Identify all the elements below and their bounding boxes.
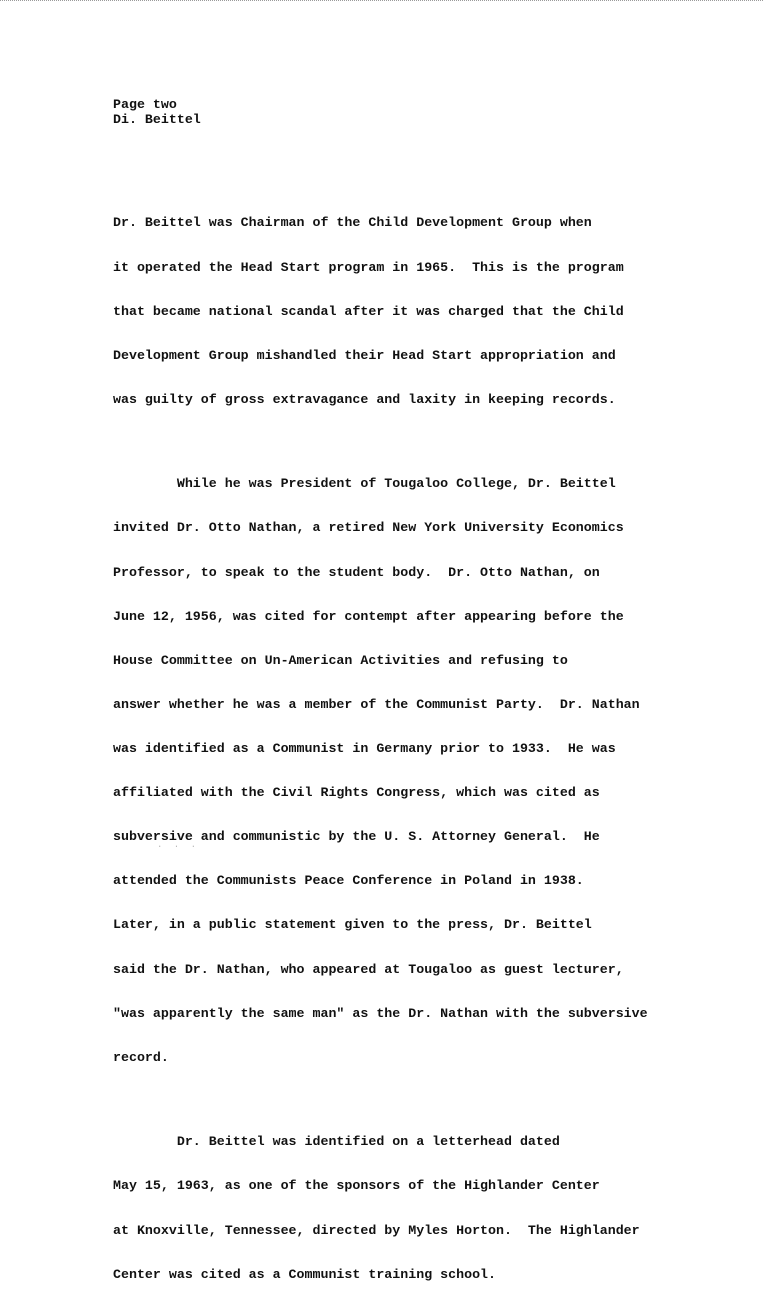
text-line: that became national scandal after it was charged that the Child [113,303,624,319]
page-top-edge [0,0,763,1]
text-line: invited Dr. Otto Nathan, a retired New York University Economics [113,520,624,536]
text-line: was guilty of gross extravagance and laxity in keeping records. [113,391,616,407]
letter-page [113,97,733,1312]
text-line: Center was cited as a Communist training school. [113,1266,497,1282]
paragraph-otto-nathan [113,448,733,1095]
text-line: June 12, 1956, was cited for contempt after appearing before the [113,608,624,624]
scan-noise-specks: · · · [157,842,200,852]
text-line: While he was President of Tougaloo College, Dr. Beittel [113,476,616,492]
text-line: answer whether he was a member of the Communist Party. Dr. Nathan [113,696,640,712]
text-line: Later, in a public statement given to the press, Dr. Beittel [113,917,592,933]
subject-name-label: Di. Beittel [113,112,201,127]
text-line: affiliated with the Civil Rights Congress, which was cited as [113,785,600,801]
paragraph-highlander-center [113,1106,733,1312]
text-line: said the Dr. Nathan, who appeared at Tougaloo as guest lecturer, [113,961,624,977]
text-line: "was apparently the same man" as the Dr. Nathan with the subversive [113,1005,648,1021]
text-line: at Knoxville, Tennessee, directed by Myles Horton. The Highlander [113,1222,640,1238]
text-line: it operated the Head Start program in 1965. This is the program [113,259,624,275]
text-line: Professor, to speak to the student body. Dr. Otto Nathan, on [113,564,600,580]
text-line: May 15, 1963, as one of the sponsors of the Highlander Center [113,1178,600,1194]
text-line: Dr. Beittel was Chairman of the Child Development Group when [113,215,592,231]
text-line: Development Group mishandled their Head Start appropriation and [113,347,616,363]
text-line: attended the Communists Peace Conference in Poland in 1938. [113,873,584,889]
page-number-label: Page two [113,97,177,112]
text-line: Dr. Beittel was identified on a letterhead dated [113,1134,560,1150]
text-line: House Committee on Un-American Activities and refusing to [113,652,568,668]
text-line: subversive and communistic by the U. S. Attorney General. He [113,829,600,845]
text-line: was identified as a Communist in Germany prior to 1933. He was [113,741,616,757]
text-line: record. [113,1049,169,1065]
paragraph-head-start [113,187,733,437]
